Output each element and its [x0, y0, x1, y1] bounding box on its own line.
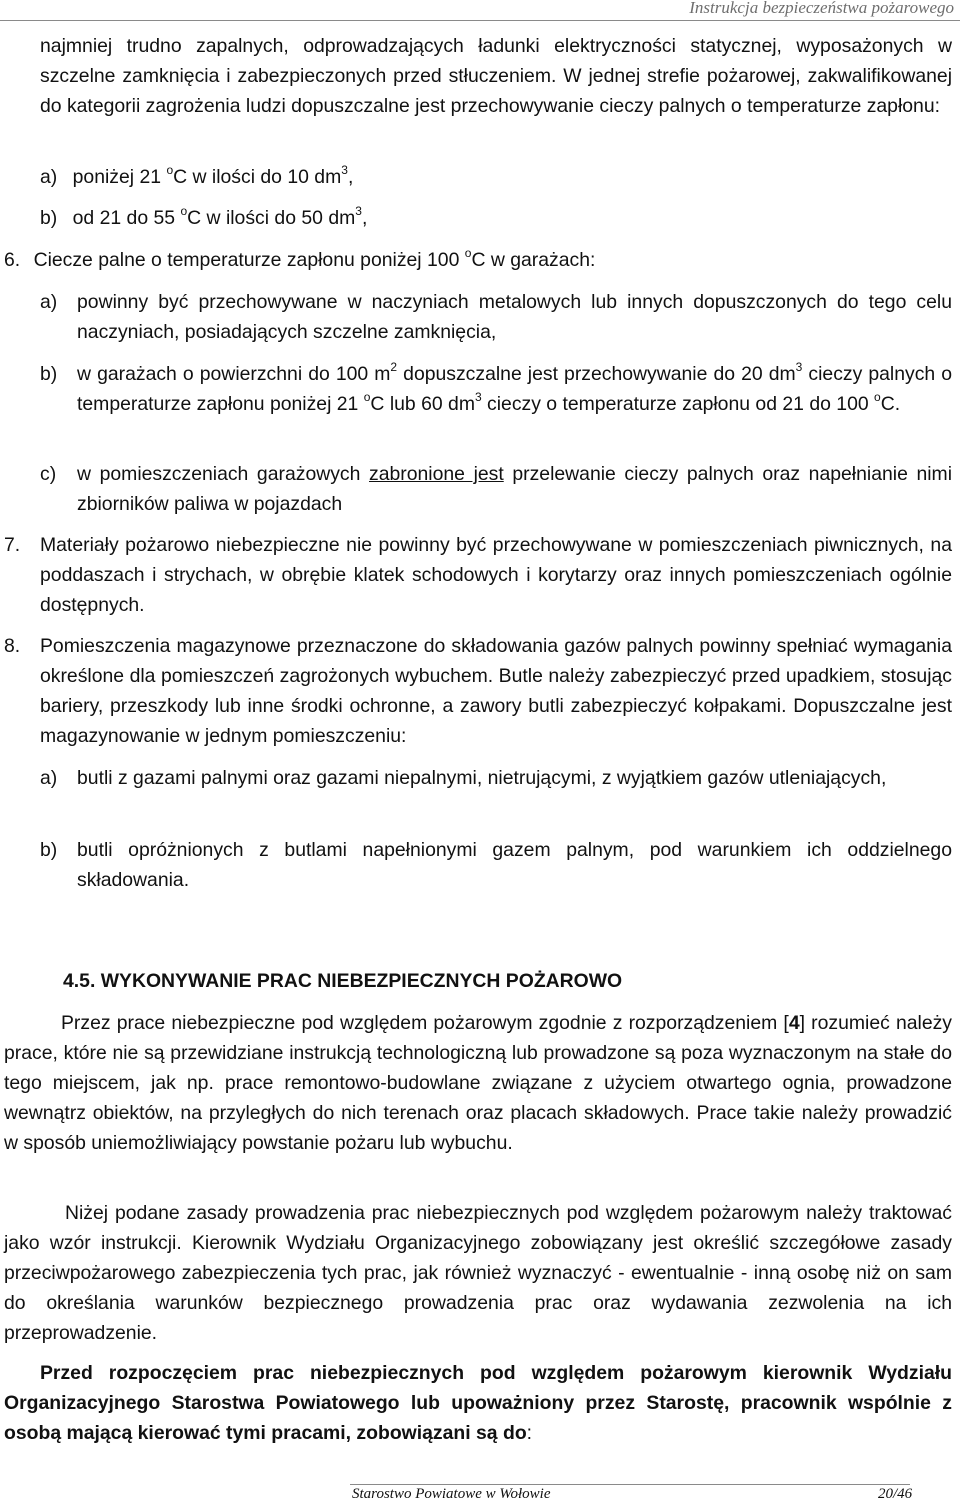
item-label: c): [40, 463, 57, 485]
header-rule: [0, 20, 960, 21]
item-label: b): [40, 363, 58, 385]
item-6-point-c: [40, 459, 952, 519]
item-label: a): [40, 166, 58, 188]
item-label: b): [40, 839, 58, 861]
list-item-a-below-21: [40, 162, 952, 192]
list-item-b-21-to-55: [40, 203, 952, 233]
section-heading: 4.5. WYKONYWANIE PRAC NIEBEZPIECZNYCH POŻAROWO: [63, 970, 623, 992]
item-label: a): [40, 767, 58, 789]
item-6-point-a: [40, 287, 952, 347]
item-number: 6.: [4, 249, 21, 271]
item-text: od 21 do 55 $^o$C w ilości do 50 $dm^3$,: [72, 204, 368, 229]
item-8-point-b: [40, 835, 952, 895]
section-paragraph-2: Niżej podane zasady prowadzenia prac niebezpiecznych pod względem pożarowym należy traktować jako wzór instrukcji. Kierownik Wydziału Organizacyjnego zobowiązany jest określić szczegółowe zasady przeciwpożarowego zabezpieczenia tych prac, jak również wyznaczyć - ewentualnie - inną osobę niż on sam do określania warunków bezpiecznego prowadzenia prac oraz wydawania zezwolenia na ich przeprowadzenie.: [4, 1202, 952, 1344]
numbered-item-6: [4, 245, 952, 275]
item-label: b): [40, 207, 58, 229]
item-text: w pomieszczeniach garażowych zabronione jest przelewanie cieczy palnych oraz napełnianie nimi zbiorników paliwa w pojazdach: [77, 463, 953, 515]
underlined-phrase: zabronione jest: [369, 463, 504, 485]
item-text: butli opróżnionych z butlami napełnionymi gazem palnym, pod warunkiem ich oddzielnego składowania.: [77, 839, 952, 891]
footer-institution: Starostwo Powiatowe w Wołowie: [352, 1486, 551, 1502]
section-paragraph-3: Przed rozpoczęciem prac niebezpiecznych pod względem pożarowym kierownik Wydziału Organizacyjnego Starostwa Powiatowego lub upoważniony przez Starostę, pracownik wspólnie z osobą mającą kierować tymi pracami, zobowiązani są do:: [4, 1362, 952, 1444]
item-text: Materiały pożarowo niebezpieczne nie powinny być przechowywane w pomieszczeniach piwnicznych, na poddaszach i strychach, w obrębie klatek schodowych i korytarzy oraz innych pomieszczeniach ogólnie dostępnych.: [40, 534, 952, 616]
running-header-title: Instrukcja bezpieczeństwa pożarowego: [689, 0, 954, 17]
section-paragraph-1: Przez prace niebezpieczne pod względem pożarowym zgodnie z rozporządzeniem [4] rozumieć należy prace, które nie są przewidziane instrukcją technologiczną lub prowadzone są poza wyznaczonym na stałe do tego miejscem, jak np. prace remontowo-budowlane związane z użyciem otwartego ognia, prowadzone wewnątrz obiektów, na przyległych do nich terenach oraz placach składowych. Prace takie należy prowadzić w sposób uniemożliwiający powstanie pożaru lub wybuchu.: [4, 1012, 953, 1154]
numbered-item-8: [4, 631, 952, 751]
item-8-point-a: [40, 763, 952, 793]
page-number: 20/46: [878, 1486, 913, 1502]
continuation-paragraph: najmniej trudno zapalnych, odprowadzających ładunki elektryczności statycznej, wyposażonych w szczelne zamknięcia i zabezpieczonych przed stłuczeniem. W jednej strefie pożarowej, zakwalifikowanej do kategorii zagrożenia ludzi dopuszczalne jest przechowywanie cieczy palnych o temperaturze zapłonu:: [40, 35, 952, 117]
item-number: 7.: [4, 534, 21, 556]
item-text: Ciecze palne o temperaturze zapłonu poniżej 100 $^o$C w garażach:: [33, 246, 596, 271]
item-text: Pomieszczenia magazynowe przeznaczone do składowania gazów palnych powinny spełniać wymagania określone dla pomieszczeń zagrożonych wybuchem. Butle należy zabezpieczyć przed upadkiem, stosując bariery, przeszkody lub inne środki ochronne, a zawory butli zabezpieczyć kołpakami. Dopuszczalne jest magazynowanie w jednym pomieszczeniu:: [40, 635, 952, 747]
item-text: powinny być przechowywane w naczyniach metalowych lub innych dopuszczonych do tego celu naczyniach, posiadających szczelne zamknięcia,: [77, 291, 952, 343]
item-text: poniżej 21 $^o$C w ilości do 10 $dm^3$,: [72, 163, 354, 188]
footer-rule: [350, 1484, 910, 1485]
item-text: butli z gazami palnymi oraz gazami niepalnymi, nietrującymi, z wyjątkiem gazów utleniających,: [77, 767, 887, 789]
item-label: a): [40, 291, 58, 313]
item-6-point-b: [40, 359, 952, 419]
item-number: 8.: [4, 635, 21, 657]
item-text: w garażach o powierzchni do 100 $m^2$ dopuszczalne jest przechowywanie do 20 $dm^3$ cieczy palnych o temperaturze zapłonu poniżej 21 $^o$C lub 60 $dm^3$ cieczy o temperaturze zapłonu od 21 do 100 $^o$C.: [77, 360, 953, 415]
reference-number: 4: [788, 1012, 800, 1034]
numbered-item-7: [4, 530, 952, 620]
